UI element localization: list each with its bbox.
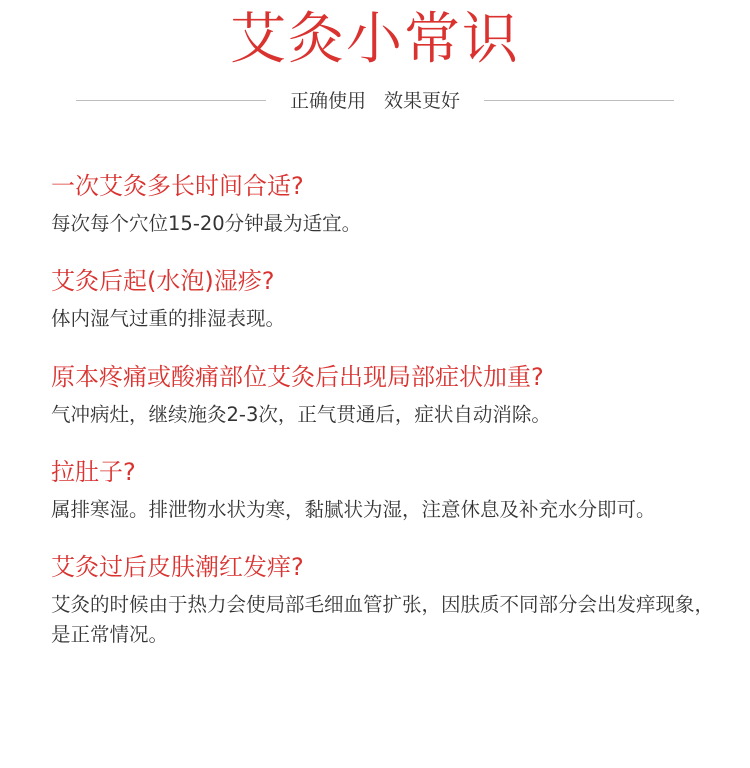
page-title: 艾灸小常识 [230,7,520,72]
subtitle-row [0,86,750,116]
faq-item-blister [51,264,741,334]
faq-answer: 每次每个穴位15-20分钟最为适宜。 [51,212,362,235]
faq-answer: 体内湿气过重的排湿表现。 [51,307,286,330]
faq-item-duration [51,169,741,239]
faq-question: 拉肚子? [51,458,136,486]
page-subtitle: 正确使用 效果更好 [289,90,461,112]
faq-item-diarrhea [51,455,741,525]
faq-answer: 艾灸的时候由于热力会使局部毛细血管扩张，因肤质不同部分会出发痒现象，是正常情况。 [51,593,715,646]
divider-right [484,100,674,101]
faq-item-skin-redness [51,550,741,650]
faq-item-pain-worsening [51,360,741,430]
divider-left [76,100,266,101]
faq-answer: 气冲病灶，继续施灸2-3次，正气贯通后，症状自动消除。 [51,403,551,426]
faq-question: 艾灸后起(水泡)湿疹? [51,267,275,295]
faq-answer: 属排寒湿。排泄物水状为寒，黏腻状为湿，注意休息及补充水分即可。 [51,498,656,521]
faq-question: 艾灸过后皮肤潮红发痒? [51,553,304,581]
faq-question: 一次艾灸多长时间合适? [51,172,304,200]
faq-question: 原本疼痛或酸痛部位艾灸后出现局部症状加重? [51,363,544,391]
